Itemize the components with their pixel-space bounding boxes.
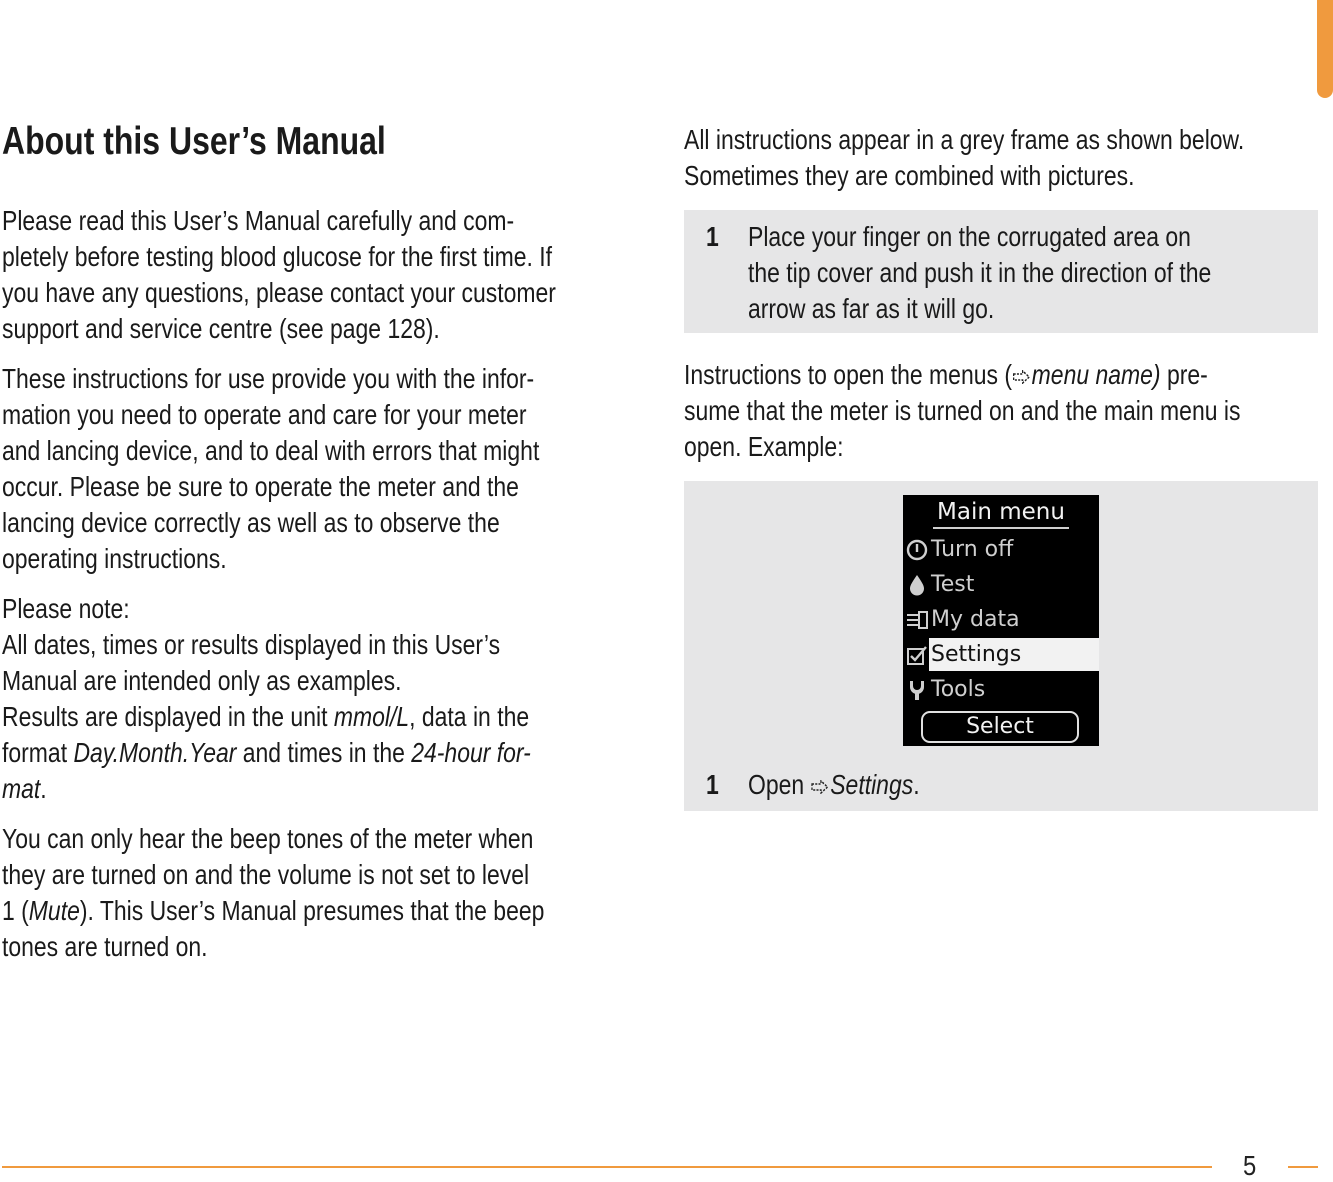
step-number: 1 <box>706 221 719 252</box>
page-number: 5 <box>1243 1150 1257 1181</box>
data-icon <box>905 608 929 632</box>
grey-frame-intro: All instructions appear in a grey frame as shown below. Sometimes they are combined with pictures. <box>684 124 1245 191</box>
step-text: Place your finger on the corrugated area on the tip cover and push it in the direction of the arrow as far as it will go. <box>748 221 1212 324</box>
menu-item-test: Test <box>903 568 1099 601</box>
power-icon <box>905 538 929 562</box>
intro-paragraph: Please read this User’s Manual carefully and com- pletely before testing blood glucose for the first time. If you have any questions, please contact your customer support and service centre (see page 128). <box>2 205 556 344</box>
purpose-paragraph: These instructions for use provide you with the infor- mation you need to operate and care for your meter and lancing device, and to deal with errors that might occur. Please be sure to operate the meter and the lancing device correctly as well as to observe the operating instructions. <box>2 363 540 574</box>
menu-item-turn-off: Turn off <box>903 533 1099 566</box>
screen-header: Main menu <box>937 499 1065 525</box>
select-button: Select <box>921 711 1079 743</box>
menu-item-my-data: My data <box>903 603 1099 636</box>
instruction-frame <box>684 210 1318 333</box>
arrow-icon <box>1013 370 1031 384</box>
chapter-tab <box>1317 0 1333 98</box>
right-column <box>684 122 1324 194</box>
footer-rule-right <box>1288 1166 1318 1168</box>
menu-item-tools: Tools <box>903 673 1099 706</box>
meter-screen <box>903 495 1099 746</box>
example-frame <box>684 481 1318 811</box>
note-paragraph: Please note: All dates, times or results displayed in this User’s Manual are intended only as examples. Results are displayed in the unit mmol/L, data in the format Day.Month.Year and times in the 24-hour for- mat. <box>2 593 531 804</box>
menu-item-settings: Settings <box>903 638 1099 671</box>
unit-term: mmol/L <box>333 701 410 732</box>
step-text-open-settings: Open Settings. <box>748 769 920 800</box>
date-format-term: Day.Month.Year <box>73 737 237 768</box>
arrow-icon <box>811 780 829 794</box>
step-number: 1 <box>706 769 719 800</box>
footer-rule <box>2 1166 1212 1168</box>
menu-instructions-paragraph: Instructions to open the menus ( menu name) pre- sume that the meter is turned on and the main menu is open. Example: <box>684 359 1241 462</box>
left-column <box>2 203 642 965</box>
wrench-icon <box>905 678 929 702</box>
checkbox-icon <box>905 643 929 667</box>
drop-icon <box>905 573 929 597</box>
beep-paragraph: You can only hear the beep tones of the meter when they are turned on and the volume is not set to level 1 (Mute). This User’s Manual presumes that the beep tones are turned on. <box>2 823 545 962</box>
mute-term: Mute <box>28 895 80 926</box>
page-title: About this User’s Manual <box>2 120 386 163</box>
